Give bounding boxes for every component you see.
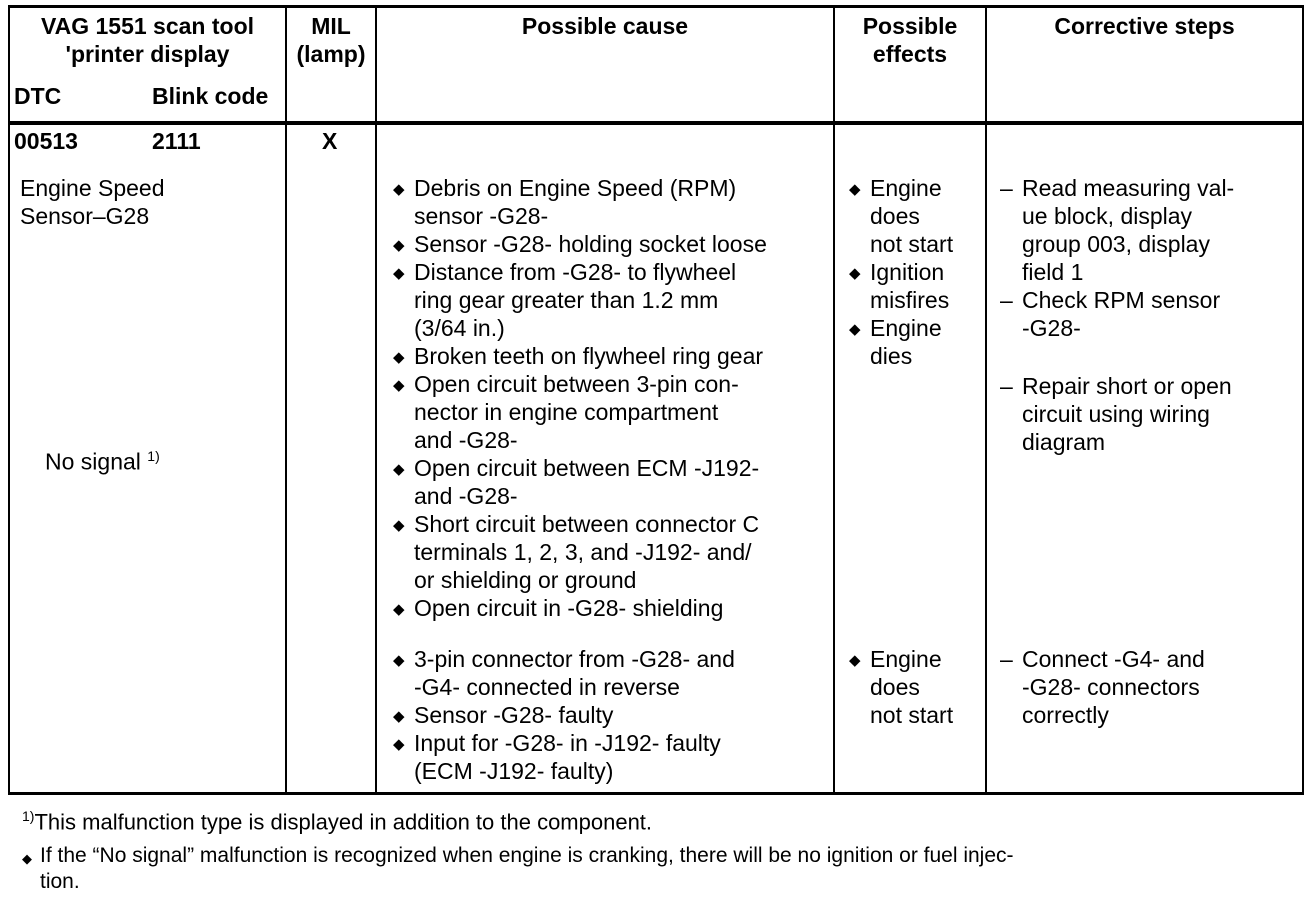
effect-item: Engine dies bbox=[870, 315, 942, 369]
bullet-icon: ◆ bbox=[393, 461, 405, 478]
dash-marker: – bbox=[1000, 646, 1013, 672]
bullet-icon: ◆ bbox=[849, 265, 861, 282]
cause-item: Sensor -G28- holding socket loose bbox=[414, 231, 767, 257]
cause-item: Sensor -G28- faulty bbox=[414, 702, 614, 728]
bullet-icon: ◆ bbox=[393, 237, 405, 254]
header-scan-tool: VAG 1551 scan tool 'printer display bbox=[40, 13, 255, 67]
dash-marker: – bbox=[1000, 287, 1013, 313]
col-divider-left bbox=[8, 5, 10, 795]
effect-item: Engine does not start bbox=[870, 175, 954, 257]
header-dtc: DTC bbox=[14, 83, 62, 109]
cause-item: Debris on Engine Speed (RPM) sensor -G28- bbox=[414, 175, 737, 229]
cause-item: Broken teeth on flywheel ring gear bbox=[414, 343, 764, 369]
header-possible-effects: Possible effects bbox=[862, 13, 958, 67]
cause-item: Input for -G28- in -J192- faulty (ECM -J192- faulty) bbox=[414, 730, 721, 784]
bullet-icon: ◆ bbox=[849, 181, 861, 198]
blink-code-value: 2111 bbox=[152, 128, 201, 154]
step-item: Check RPM sensor -G28- bbox=[1022, 287, 1221, 341]
step-item: Read measuring val- ue block, display group 003, display field 1 bbox=[1022, 175, 1235, 285]
malfunction-footnote-ref: 1) bbox=[147, 448, 160, 464]
bullet-icon: ◆ bbox=[393, 601, 405, 618]
effect-item: Ignition misfires bbox=[870, 259, 950, 313]
malfunction-type bbox=[45, 442, 160, 476]
footnote-1-text: This malfunction type is displayed in addition to the component. bbox=[34, 809, 653, 835]
footnote-2-text: If the “No signal” malfunction is recognized when engine is cranking, there will be no ignition or fuel injec- tion. bbox=[40, 844, 1014, 893]
col-divider-3 bbox=[833, 5, 835, 795]
bullet-icon: ◆ bbox=[393, 265, 405, 282]
col-divider-1 bbox=[285, 5, 287, 795]
header-divider bbox=[8, 121, 1304, 125]
bullet-icon: ◆ bbox=[393, 652, 405, 669]
malfunction-text: No signal bbox=[45, 448, 141, 475]
effect-item: Engine does not start bbox=[870, 646, 954, 728]
step-item: Repair short or open circuit using wiring diagram bbox=[1022, 373, 1232, 455]
col-divider-4 bbox=[985, 5, 987, 795]
header-corrective-steps: Corrective steps bbox=[1054, 13, 1235, 39]
bullet-icon: ◆ bbox=[22, 851, 32, 866]
step-item: Connect -G4- and -G28- connectors correctly bbox=[1022, 646, 1205, 728]
header-mil: MIL (lamp) bbox=[296, 13, 366, 67]
table-top-border bbox=[8, 5, 1304, 8]
cause-item: Open circuit in -G28- shielding bbox=[414, 595, 724, 621]
dash-marker: – bbox=[1000, 373, 1013, 399]
cause-item: Distance from -G28- to flywheel ring gear greater than 1.2 mm (3/64 in.) bbox=[414, 259, 737, 341]
bullet-icon: ◆ bbox=[393, 708, 405, 725]
col-divider-2 bbox=[375, 5, 377, 795]
bullet-icon: ◆ bbox=[393, 349, 405, 366]
cause-item: Open circuit between 3-pin con- nector in engine compartment and -G28- bbox=[414, 371, 739, 453]
bullet-icon: ◆ bbox=[393, 736, 405, 753]
header-possible-cause: Possible cause bbox=[521, 13, 689, 39]
bullet-icon: ◆ bbox=[849, 321, 861, 338]
cause-item: Short circuit between connector C terminals 1, 2, 3, and -J192- and/ or shielding or ground bbox=[414, 511, 760, 593]
footnote-1 bbox=[22, 802, 652, 836]
bullet-icon: ◆ bbox=[393, 377, 405, 394]
mil-value: X bbox=[322, 128, 338, 154]
table-bottom-border bbox=[8, 792, 1304, 795]
cause-item: Open circuit between ECM -J192- and -G28- bbox=[414, 455, 760, 509]
bullet-icon: ◆ bbox=[393, 517, 405, 534]
col-divider-right bbox=[1302, 5, 1304, 795]
cause-item: 3-pin connector from -G28- and -G4- connected in reverse bbox=[414, 646, 735, 700]
bullet-icon: ◆ bbox=[849, 652, 861, 669]
dash-marker: – bbox=[1000, 175, 1013, 201]
footnote-1-marker: 1) bbox=[22, 808, 35, 824]
bullet-icon: ◆ bbox=[393, 181, 405, 198]
component-name: Engine Speed Sensor–G28 bbox=[20, 175, 165, 229]
header-blink-code: Blink code bbox=[152, 83, 269, 109]
dtc-value: 00513 bbox=[14, 128, 78, 154]
